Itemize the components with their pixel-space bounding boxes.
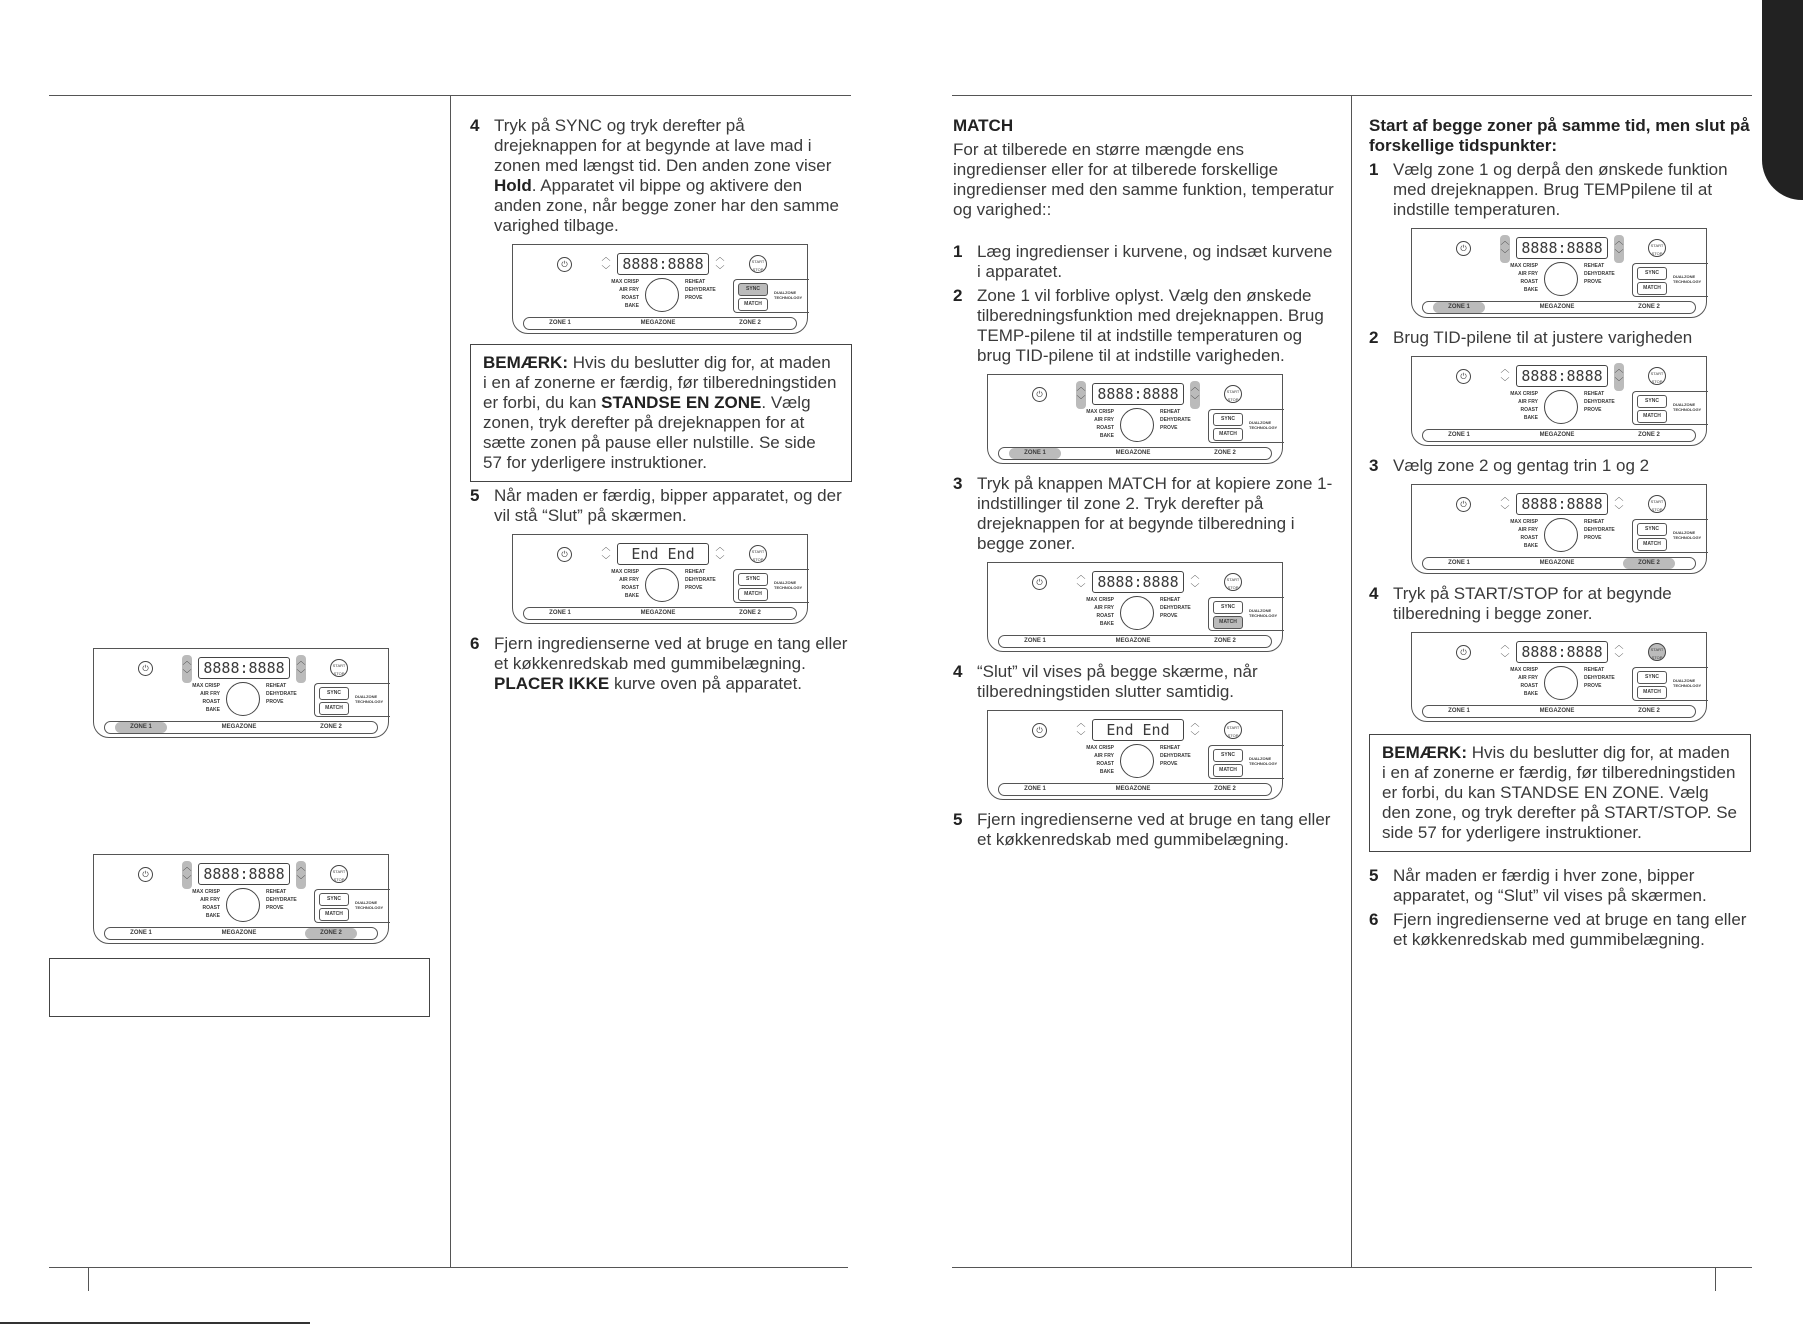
note-box: BEMÆRK: Hvis du beslutter dig for, at maden i en af zonerne er færdig, før tilberedningstiden er forbi, du kan STANDSE EN ZONE. Vælg den zone, og tryk derefter på START/STOP. Se side 57 for yderligere instruktioner. bbox=[1369, 734, 1751, 852]
display: 8888:8888 bbox=[1516, 237, 1608, 259]
footer-tick-left bbox=[88, 1267, 89, 1291]
sync-match-group bbox=[1632, 263, 1708, 297]
sync-button: SYNC bbox=[319, 893, 349, 906]
sync-button: SYNC bbox=[738, 573, 768, 586]
start-stop-button: START STOP bbox=[1224, 573, 1242, 591]
zone-row bbox=[1422, 301, 1696, 314]
zone-row bbox=[998, 783, 1272, 796]
megazone-label: MEGAZONE bbox=[1115, 786, 1151, 792]
footer-tick-right bbox=[1715, 1267, 1716, 1291]
temp-arrows-icon: ︿ ﹀ bbox=[1076, 570, 1086, 593]
zone1-label: ZONE 1 bbox=[1448, 560, 1470, 566]
dial-icon bbox=[226, 888, 260, 922]
time-arrows-icon: ︿ ﹀ bbox=[1614, 492, 1624, 515]
control-panel bbox=[93, 648, 389, 738]
start-stop-button: START STOP bbox=[330, 865, 348, 883]
time-arrows-icon: ︿ ﹀ bbox=[1190, 570, 1200, 593]
empty-note-box bbox=[49, 958, 430, 1017]
sync-button: SYNC bbox=[1637, 267, 1667, 280]
zone2-label: ZONE 2 bbox=[305, 928, 357, 939]
megazone-label: MEGAZONE bbox=[640, 610, 676, 616]
sync-match-group bbox=[1632, 519, 1708, 553]
sync-button: SYNC bbox=[738, 283, 768, 296]
zone1-label: ZONE 1 bbox=[1433, 302, 1485, 313]
functions-left: MAX CRISP AIR FRY ROAST BAKE bbox=[1086, 597, 1114, 627]
zone1-label: ZONE 1 bbox=[549, 320, 571, 326]
display: 8888:8888 bbox=[1516, 493, 1608, 515]
zone1-label: ZONE 1 bbox=[1448, 708, 1470, 714]
functions-left: MAX CRISP AIR FRY ROAST BAKE bbox=[1086, 409, 1114, 439]
time-arrows-icon: ︿ ﹀ bbox=[715, 252, 725, 275]
sync-button: SYNC bbox=[319, 687, 349, 700]
column-1-panel-2 bbox=[93, 846, 393, 954]
megazone-label: MEGAZONE bbox=[1539, 560, 1575, 566]
sync-button: SYNC bbox=[1637, 395, 1667, 408]
dial-icon bbox=[1544, 390, 1578, 424]
time-arrows-icon: ︿ ﹀ bbox=[1614, 235, 1624, 263]
start-stop-button: START STOP bbox=[1648, 495, 1666, 513]
match-button: MATCH bbox=[1213, 616, 1243, 629]
step-4: 4 “Slut” vil vises på begge skærme, når tilberedningstiden slutter samtidig. bbox=[953, 662, 1258, 701]
zone1-label: ZONE 1 bbox=[115, 722, 167, 733]
display: End End bbox=[617, 543, 709, 565]
temp-arrows-icon: ︿ ﹀ bbox=[601, 252, 611, 275]
column-1 bbox=[93, 640, 393, 748]
zone-row bbox=[104, 927, 378, 940]
display: 8888:8888 bbox=[1092, 383, 1184, 405]
power-icon: ⏻ bbox=[1032, 575, 1047, 590]
page-tab-marker bbox=[1762, 0, 1803, 200]
display: 8888:8888 bbox=[198, 657, 290, 679]
zone2-label: ZONE 2 bbox=[1623, 558, 1675, 569]
match-button: MATCH bbox=[738, 298, 768, 311]
megazone-label: MEGAZONE bbox=[221, 724, 257, 730]
temp-arrows-icon: ︿ ﹀ bbox=[1500, 640, 1510, 663]
zone1-label: ZONE 1 bbox=[130, 930, 152, 936]
step-5: 5 Fjern ingredienserne ved at bruge en tang eller et køkkenredskab med gummibelægning. bbox=[953, 810, 1331, 849]
dualzone-label: DUALZONE TECHNOLOGY bbox=[1249, 756, 1278, 766]
temp-arrows-icon: ︿ ﹀ bbox=[182, 655, 192, 683]
step-3: 3 Tryk på knappen MATCH for at kopiere zone 1-indstillinger til zone 2. Tryk derefter på drejeknappen for at begynde tilberedning i begge zoner. bbox=[953, 474, 1333, 553]
match-button: MATCH bbox=[319, 908, 349, 921]
temp-arrows-icon: ︿ ﹀ bbox=[1500, 492, 1510, 515]
zone2-label: ZONE 2 bbox=[739, 610, 761, 616]
start-stop-button: START STOP bbox=[330, 659, 348, 677]
zone2-label: ZONE 2 bbox=[1214, 786, 1236, 792]
divider-left-page bbox=[450, 95, 451, 1267]
functions-left: MAX CRISP AIR FRY ROAST BAKE bbox=[1510, 391, 1538, 421]
dial-icon bbox=[1120, 744, 1154, 778]
sync-match-group bbox=[1208, 745, 1284, 779]
time-arrows-icon: ︿ ﹀ bbox=[715, 542, 725, 565]
sync-match-group bbox=[733, 279, 809, 313]
dial-icon bbox=[1120, 408, 1154, 442]
power-icon: ⏻ bbox=[1456, 645, 1471, 660]
megazone-label: MEGAZONE bbox=[1539, 304, 1575, 310]
dualzone-label: DUALZONE TECHNOLOGY bbox=[355, 694, 384, 704]
bottom-rule-left bbox=[49, 1267, 848, 1268]
step-6: 6 Fjern ingredienserne ved at bruge en tang eller et køkkenredskab med gummibelægning. PLACER IKKE kurve oven på apparatet. bbox=[470, 634, 848, 693]
sync-match-group bbox=[1208, 597, 1284, 631]
dial-icon bbox=[1544, 262, 1578, 296]
start-stop-button: START STOP bbox=[749, 545, 767, 563]
power-icon: ⏻ bbox=[138, 661, 153, 676]
zone2-label: ZONE 2 bbox=[320, 724, 342, 730]
start-stop-button: START STOP bbox=[749, 255, 767, 273]
step-1: 1 Vælg zone 1 og derpå den ønskede funktion med drejeknappen. Brug TEMPpilene til at indstille temperaturen. bbox=[1369, 160, 1728, 219]
zone-row bbox=[1422, 429, 1696, 442]
time-arrows-icon: ︿ ﹀ bbox=[296, 861, 306, 889]
match-button: MATCH bbox=[1637, 538, 1667, 551]
temp-arrows-icon: ︿ ﹀ bbox=[1076, 381, 1086, 409]
functions-left: MAX CRISP AIR FRY ROAST BAKE bbox=[611, 569, 639, 599]
dial-icon bbox=[1544, 666, 1578, 700]
match-button: MATCH bbox=[738, 588, 768, 601]
functions-left: MAX CRISP AIR FRY ROAST BAKE bbox=[1510, 667, 1538, 697]
functions-left: MAX CRISP AIR FRY ROAST BAKE bbox=[611, 279, 639, 309]
functions-right: REHEAT DEHYDRATE PROVE bbox=[685, 279, 716, 301]
dualzone-label: DUALZONE TECHNOLOGY bbox=[774, 290, 803, 300]
display: 8888:8888 bbox=[617, 253, 709, 275]
zone2-label: ZONE 2 bbox=[1638, 432, 1660, 438]
column-3 bbox=[953, 116, 1335, 854]
match-button: MATCH bbox=[319, 702, 349, 715]
note-box: BEMÆRK: Hvis du beslutter dig for, at maden i en af zonerne er færdig, før tilberedningstiden er forbi, du kan STANDSE EN ZONE. Vælg zonen, tryk derefter på drejeknappen for at sætte zonen på pause eller nulstille. Se side 57 for yderligere instruktioner. bbox=[470, 344, 852, 482]
zone-row bbox=[1422, 557, 1696, 570]
start-stop-button: START STOP bbox=[1648, 367, 1666, 385]
temp-arrows-icon: ︿ ﹀ bbox=[1500, 364, 1510, 387]
zone2-label: ZONE 2 bbox=[1214, 450, 1236, 456]
temp-arrows-icon: ︿ ﹀ bbox=[1076, 718, 1086, 741]
intro-text: For at tilberede en større mængde ens ingredienser eller for at tilberede forskellige ingredienser med den samme funktion, temperatur og varighed:: bbox=[953, 140, 1334, 219]
megazone-label: MEGAZONE bbox=[1115, 450, 1151, 456]
functions-left: MAX CRISP AIR FRY ROAST BAKE bbox=[192, 889, 220, 919]
match-button: MATCH bbox=[1637, 410, 1667, 423]
zone1-label: ZONE 1 bbox=[1009, 448, 1061, 459]
start-stop-button: START STOP bbox=[1224, 721, 1242, 739]
column-2 bbox=[470, 116, 852, 698]
zone1-label: ZONE 1 bbox=[549, 610, 571, 616]
step-1: 1 Læg ingredienser i kurvene, og indsæt kurvene i apparatet. bbox=[953, 242, 1333, 281]
power-icon: ⏻ bbox=[557, 257, 572, 272]
step-3: 3 Vælg zone 2 og gentag trin 1 og 2 bbox=[1369, 456, 1650, 475]
control-panel bbox=[1411, 484, 1707, 574]
dial-icon bbox=[226, 682, 260, 716]
display: 8888:8888 bbox=[198, 863, 290, 885]
step-6: 6 Fjern ingredienserne ved at bruge en tang eller et køkkenredskab med gummibelægning. bbox=[1369, 910, 1747, 949]
control-panel bbox=[1411, 356, 1707, 446]
zone1-label: ZONE 1 bbox=[1024, 786, 1046, 792]
power-icon: ⏻ bbox=[1032, 387, 1047, 402]
functions-right: REHEAT DEHYDRATE PROVE bbox=[1584, 667, 1615, 689]
dualzone-label: DUALZONE TECHNOLOGY bbox=[1673, 274, 1702, 284]
zone2-label: ZONE 2 bbox=[1638, 304, 1660, 310]
dial-icon bbox=[645, 278, 679, 312]
sync-button: SYNC bbox=[1637, 523, 1667, 536]
functions-right: REHEAT DEHYDRATE PROVE bbox=[1160, 597, 1191, 619]
zone-row bbox=[1422, 705, 1696, 718]
zone-row bbox=[523, 317, 797, 330]
start-stop-button: START STOP bbox=[1648, 643, 1666, 661]
match-button: MATCH bbox=[1637, 282, 1667, 295]
temp-arrows-icon: ︿ ﹀ bbox=[182, 861, 192, 889]
dualzone-label: DUALZONE TECHNOLOGY bbox=[1249, 608, 1278, 618]
time-arrows-icon: ︿ ﹀ bbox=[1614, 640, 1624, 663]
zone-row bbox=[104, 721, 378, 734]
functions-right: REHEAT DEHYDRATE PROVE bbox=[685, 569, 716, 591]
sync-match-group bbox=[314, 683, 390, 717]
column-4 bbox=[1369, 116, 1751, 954]
dial-icon bbox=[645, 568, 679, 602]
zone2-label: ZONE 2 bbox=[739, 320, 761, 326]
sync-button: SYNC bbox=[1213, 749, 1243, 762]
dualzone-label: DUALZONE TECHNOLOGY bbox=[1249, 420, 1278, 430]
sync-match-group bbox=[1632, 667, 1708, 701]
start-stop-button: START STOP bbox=[1648, 239, 1666, 257]
temp-arrows-icon: ︿ ﹀ bbox=[1500, 235, 1510, 263]
functions-left: MAX CRISP AIR FRY ROAST BAKE bbox=[192, 683, 220, 713]
time-arrows-icon: ︿ ﹀ bbox=[296, 655, 306, 683]
functions-right: REHEAT DEHYDRATE PROVE bbox=[1584, 263, 1615, 285]
sync-match-group bbox=[314, 889, 390, 923]
bottom-rule-right bbox=[952, 1267, 1752, 1268]
functions-left: MAX CRISP AIR FRY ROAST BAKE bbox=[1510, 263, 1538, 293]
zone-row bbox=[998, 635, 1272, 648]
display: 8888:8888 bbox=[1516, 365, 1608, 387]
dualzone-label: DUALZONE TECHNOLOGY bbox=[774, 580, 803, 590]
match-button: MATCH bbox=[1213, 764, 1243, 777]
power-icon: ⏻ bbox=[1456, 497, 1471, 512]
match-button: MATCH bbox=[1637, 686, 1667, 699]
zone1-label: ZONE 1 bbox=[1448, 432, 1470, 438]
dualzone-label: DUALZONE TECHNOLOGY bbox=[1673, 678, 1702, 688]
functions-right: REHEAT DEHYDRATE PROVE bbox=[1160, 409, 1191, 431]
zone2-label: ZONE 2 bbox=[1638, 708, 1660, 714]
power-icon: ⏻ bbox=[1032, 723, 1047, 738]
display: 8888:8888 bbox=[1516, 641, 1608, 663]
control-panel bbox=[1411, 632, 1707, 722]
control-panel bbox=[93, 854, 389, 944]
dial-icon bbox=[1120, 596, 1154, 630]
zone-row bbox=[998, 447, 1272, 460]
control-panel bbox=[987, 710, 1283, 800]
functions-right: REHEAT DEHYDRATE PROVE bbox=[266, 683, 297, 705]
step-2: 2 Brug TID-pilene til at justere varigheden bbox=[1369, 328, 1693, 347]
step-4: 4 Tryk på SYNC og tryk derefter på drejeknappen for at begynde at lave mad i zonen med længst tid. Den anden zone viser Hold. Apparatet vil bippe og aktivere den anden zone, når begge zoner har den samme varighed tilbage. bbox=[470, 116, 839, 235]
megazone-label: MEGAZONE bbox=[221, 930, 257, 936]
sync-button: SYNC bbox=[1213, 601, 1243, 614]
step-5: 5 Når maden er færdig, bipper apparatet, og der vil stå “Slut” på skærmen. bbox=[470, 486, 842, 525]
time-arrows-icon: ︿ ﹀ bbox=[1190, 718, 1200, 741]
step-5: 5 Når maden er færdig i hver zone, bipper apparatet, og “Slut” vil vises på skærmen. bbox=[1369, 866, 1707, 905]
step-4: 4 Tryk på START/STOP for at begynde tilberedning i begge zoner. bbox=[1369, 584, 1672, 623]
power-icon: ⏻ bbox=[138, 867, 153, 882]
match-button: MATCH bbox=[1213, 428, 1243, 441]
display: End End bbox=[1092, 719, 1184, 741]
functions-right: REHEAT DEHYDRATE PROVE bbox=[1160, 745, 1191, 767]
functions-left: MAX CRISP AIR FRY ROAST BAKE bbox=[1510, 519, 1538, 549]
zone-row bbox=[523, 607, 797, 620]
control-panel bbox=[512, 534, 808, 624]
control-panel bbox=[1411, 228, 1707, 318]
sync-button: SYNC bbox=[1637, 671, 1667, 684]
section-heading: Start af begge zoner på samme tid, men slut på forskellige tidspunkter: bbox=[1369, 116, 1750, 155]
control-panel bbox=[987, 562, 1283, 652]
step-2: 2 Zone 1 vil forblive oplyst. Vælg den ønskede tilberedningsfunktion med drejeknappen. Brug TEMP-pilene til at indstille temperaturen og brug TID-pilene til at indstille varigheden. bbox=[953, 286, 1324, 365]
display: 8888:8888 bbox=[1092, 571, 1184, 593]
megazone-label: MEGAZONE bbox=[1539, 708, 1575, 714]
sync-match-group bbox=[1208, 409, 1284, 443]
control-panel bbox=[987, 374, 1283, 464]
dualzone-label: DUALZONE TECHNOLOGY bbox=[1673, 530, 1702, 540]
zone2-label: ZONE 2 bbox=[1214, 638, 1236, 644]
top-rule-right bbox=[952, 95, 1752, 96]
time-arrows-icon: ︿ ﹀ bbox=[1190, 381, 1200, 409]
dial-icon bbox=[1544, 518, 1578, 552]
megazone-label: MEGAZONE bbox=[640, 320, 676, 326]
section-heading: MATCH bbox=[953, 116, 1014, 135]
functions-right: REHEAT DEHYDRATE PROVE bbox=[1584, 519, 1615, 541]
sync-button: SYNC bbox=[1213, 413, 1243, 426]
sync-match-group bbox=[1632, 391, 1708, 425]
divider-right-page bbox=[1351, 95, 1352, 1267]
time-arrows-icon: ︿ ﹀ bbox=[1614, 363, 1624, 391]
dualzone-label: DUALZONE TECHNOLOGY bbox=[355, 900, 384, 910]
megazone-label: MEGAZONE bbox=[1115, 638, 1151, 644]
power-icon: ⏻ bbox=[1456, 241, 1471, 256]
dualzone-label: DUALZONE TECHNOLOGY bbox=[1673, 402, 1702, 412]
power-icon: ⏻ bbox=[557, 547, 572, 562]
functions-right: REHEAT DEHYDRATE PROVE bbox=[1584, 391, 1615, 413]
zone1-label: ZONE 1 bbox=[1024, 638, 1046, 644]
control-panel bbox=[512, 244, 808, 334]
sync-match-group bbox=[733, 569, 809, 603]
functions-right: REHEAT DEHYDRATE PROVE bbox=[266, 889, 297, 911]
temp-arrows-icon: ︿ ﹀ bbox=[601, 542, 611, 565]
start-stop-button: START STOP bbox=[1224, 385, 1242, 403]
megazone-label: MEGAZONE bbox=[1539, 432, 1575, 438]
power-icon: ⏻ bbox=[1456, 369, 1471, 384]
functions-left: MAX CRISP AIR FRY ROAST BAKE bbox=[1086, 745, 1114, 775]
